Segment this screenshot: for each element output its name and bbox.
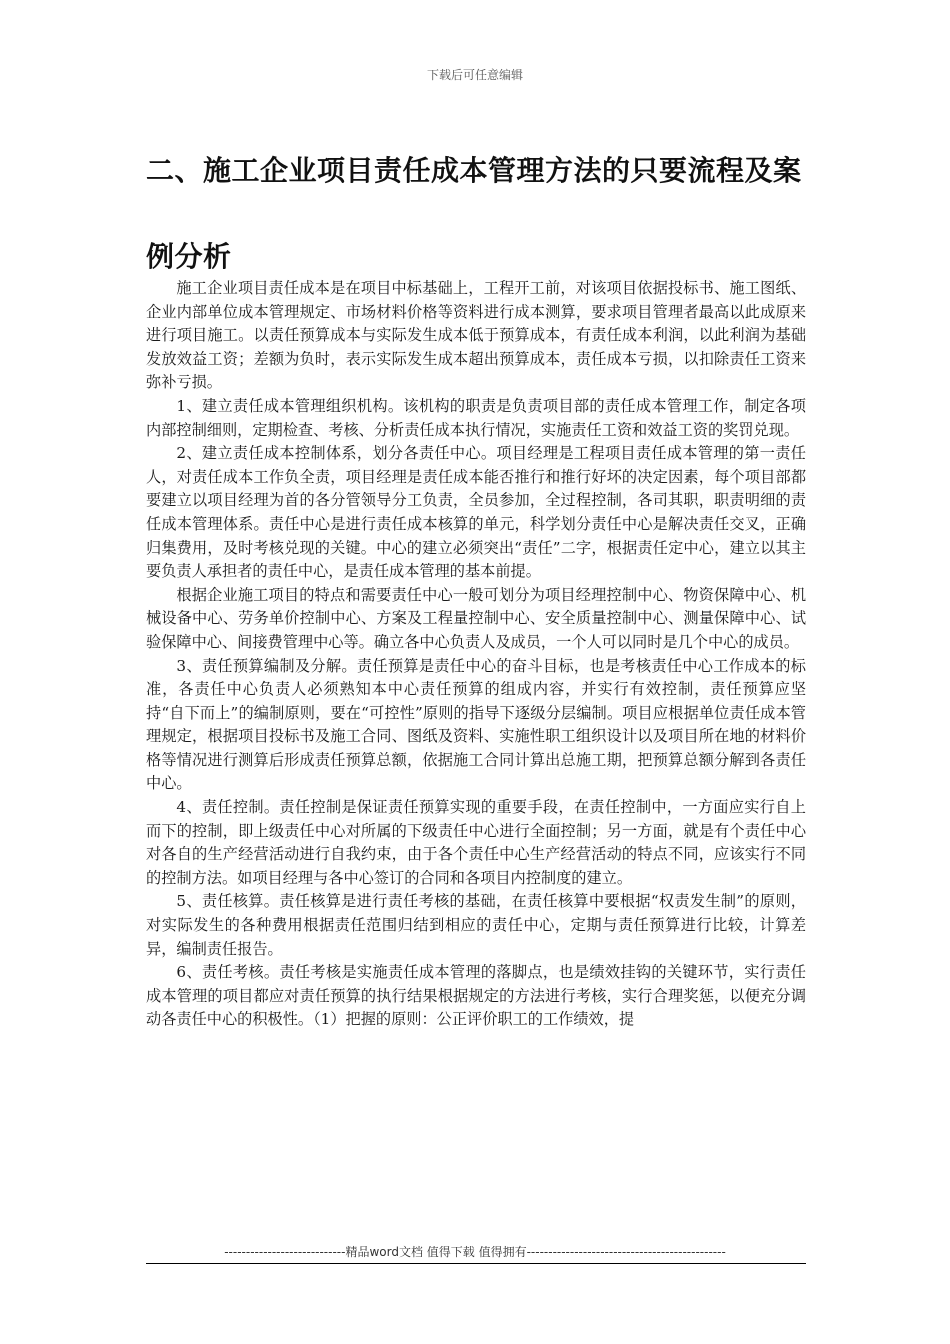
paragraph-2-centers: 根据企业施工项目的特点和需要责任中心一般可划分为项目经理控制中心、物资保障中心、机械设备中心、劳务单价控制中心、方案及工程量控制中心、安全质量控制中心、测量保障中心、试验保障中心、间接费管理中心等。确立各中心负责人及成员，一个人可以同时是几个中心的成员。 [146, 585, 806, 651]
footer-divider [146, 1263, 806, 1264]
paragraph-6: 6、责任考核。责任考核是实施责任成本管理的落脚点，也是绩效挂钩的关键环节，实行责任成本管理的项目都应对责任预算的执行结果根据规定的方法进行考核，实行合理奖惩，以便充分调动各责任中心的积极性。（1）把握的原则：公正评价职工的工作绩效，提 [146, 963, 806, 1029]
paragraph-intro: 施工企业项目责任成本是在项目中标基础上，工程开工前，对该项目依据投标书、施工图纸、企业内部单位成本管理规定、市场材料价格等资料进行成本测算，要求项目管理者最高以此成原来进行项目施工。以责任预算成本与实际发生成本低于预算成本，有责任成本利润，以此利润为基础发放效益工资；差额为负时，表示实际发生成本超出预算成本，责任成本亏损，以扣除责任工资来弥补亏损。 [146, 279, 806, 392]
document-body [146, 277, 806, 1032]
paragraph-4: 4、责任控制。责任控制是保证责任预算实现的重要手段，在责任控制中，一方面应实行自上而下的控制，即上级责任中心对所属的下级责任中心进行全面控制；另一方面，就是有个责任中心对各自的生产经营活动进行自我约束，由于各个责任中心生产经营活动的特点不同，应该实行不同的控制方法。如项目经理与各中心签订的合同和各项目内控制度的建立。 [146, 798, 806, 887]
paragraph-3: 3、责任预算编制及分解。责任预算是责任中心的奋斗目标，也是考核责任中心工作成本的标准，各责任中心负责人必须熟知本中心责任预算的组成内容，并实行有效控制，责任预算应坚持“自下而上”的编制原则，要在“可控性”原则的指导下逐级分层编制。项目应根据单位责任成本管理规定，根据项目投标书及施工合同、图纸及资料、实施性职工组织设计以及项目所在地的材料价格等情况进行测算后形成责任预算总额，依据施工合同计算出总施工期，把预算总额分解到各责任中心。 [146, 656, 806, 793]
header-note: 下载后可任意编辑 [426, 68, 523, 82]
paragraph-1: 1、建立责任成本管理组织机构。该机构的职责是负责项目部的责任成本管理工作，制定各项内部控制细则，定期检查、考核、分析责任成本执行情况，实施责任工资和效益工资的奖罚兑现。 [146, 396, 806, 439]
paragraph-5: 5、责任核算。责任核算是进行责任考核的基础，在责任核算中要根据“权责发生制”的原则，对实际发生的各种费用根据责任范围归结到相应的责任中心，定期与责任预算进行比较，计算差异，编制责任报告。 [146, 892, 806, 958]
footer-text: ----------------------------精品word文档 值得下载 值得拥有---------------------------------------------- [224, 1245, 726, 1259]
paragraph-2: 2、建立责任成本控制体系，划分各责任中心。项目经理是工程项目责任成本管理的第一责任人，对责任成本工作负全责，项目经理是责任成本能否推行和推行好坏的决定因素，每个项目部都要建立以项目经理为首的各分管领导分工负责，全员参加，全过程控制，各司其职，职责明细的责任成本管理体系。责任中心是进行责任成本核算的单元，科学划分责任中心是解决责任交叉，正确归集费用，及时考核兑现的关键。中心的建立必须突出“责任”二字，根据责任定中心，建立以其主要负责人承担者的责任中心，是责任成本管理的基本前提。 [146, 444, 806, 581]
document-title: 二、施工企业项目责任成本管理方法的只要流程及案例分析 [146, 154, 802, 273]
